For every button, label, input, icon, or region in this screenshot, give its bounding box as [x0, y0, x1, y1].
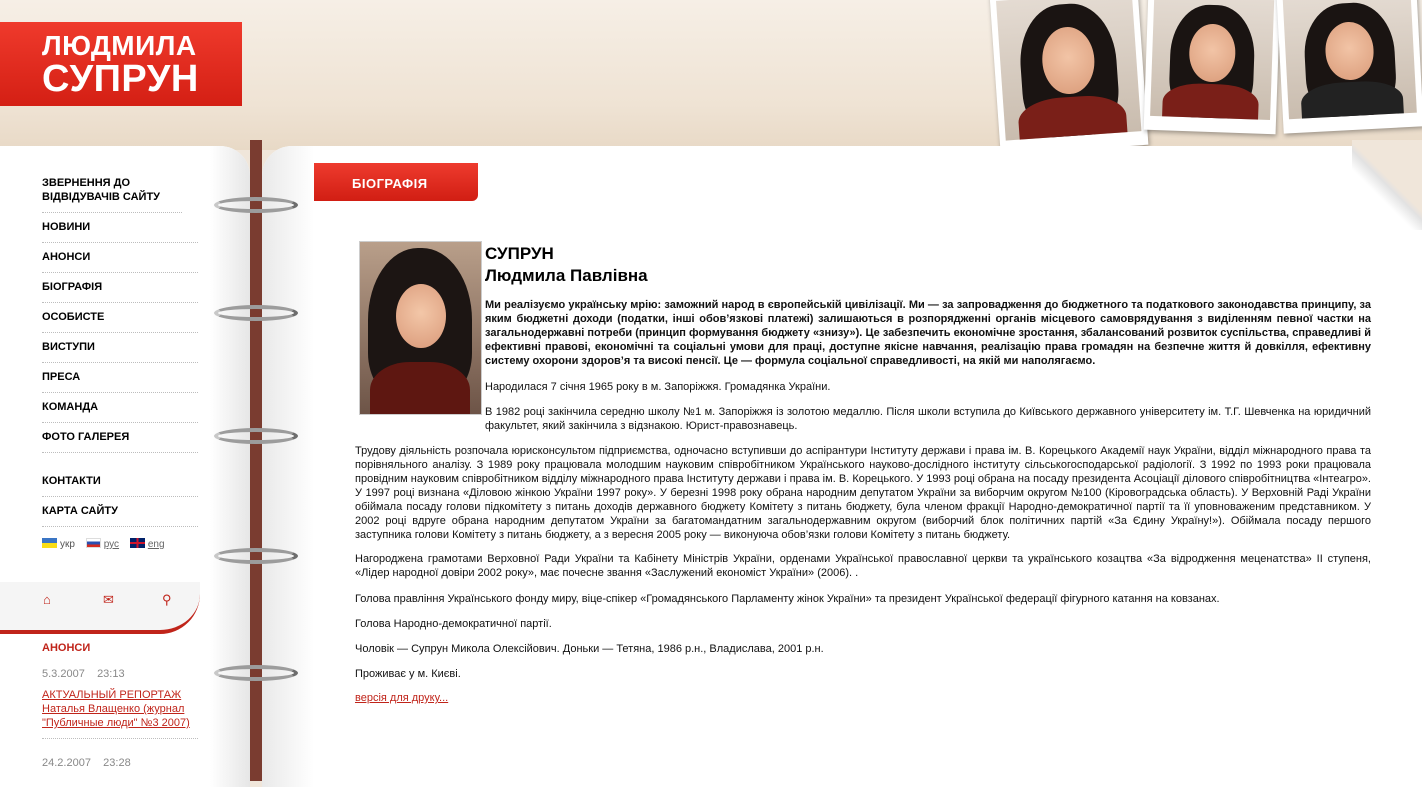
print-version-link[interactable]: версія для друку... — [355, 692, 449, 704]
bio-surname: СУПРУН — [485, 244, 554, 263]
tools-bar — [0, 582, 200, 634]
logo-line-2: СУПРУН — [42, 58, 199, 100]
nav-item-news[interactable]: НОВИНИ — [42, 213, 198, 243]
logo-line-1: ЛЮДМИЛА — [42, 30, 197, 61]
bio-paragraph: В 1982 році закінчила середню школу №1 м. Запоріжжя із золотою медаллю. Після школи вступила до Київського державного університету ім. Т.Г. Шевченка на юридичний факультет, який закінчила з відзнакою. Юрист-правознавець. — [485, 406, 1371, 432]
main-nav — [42, 176, 198, 527]
mail-icon[interactable]: ✉ — [103, 592, 114, 607]
page-curl — [1352, 140, 1422, 230]
section-ribbon — [314, 163, 478, 201]
nav-item-photo-gallery[interactable]: ФОТО ГАЛЕРЕЯ — [42, 423, 198, 453]
binder-ring — [214, 197, 298, 213]
binder-ring — [214, 548, 298, 564]
russia-flag-icon — [86, 538, 101, 548]
header-photo-1 — [990, 0, 1149, 155]
nav-item-sitemap[interactable]: КАРТА САЙТУ — [42, 497, 198, 527]
bio-paragraph: Нагороджена грамотами Верховної Ради України та Кабінету Міністрів України, орденами Української православної церкви та українського козацтва «За відродження меценатства» ІІ ступеня, «Лідер народної довіри 2002 року», має почесне звання «Заслужений економіст України» (2006). . — [355, 553, 1371, 579]
lang-ukr-label: укр — [60, 539, 75, 550]
nav-item-team[interactable]: КОМАНДА — [42, 393, 198, 423]
header-photo-3 — [1276, 0, 1422, 134]
announcements-block — [42, 642, 202, 777]
nav-item-speeches[interactable]: ВИСТУПИ — [42, 333, 198, 363]
section-title: БІОГРАФІЯ — [352, 176, 428, 191]
nav-item-announcements[interactable]: АНОНСИ — [42, 243, 198, 273]
bio-name: Людмила Павлівна — [485, 266, 648, 285]
announcement-date: 5.3.2007 23:13 — [42, 668, 125, 680]
nav-item-press[interactable]: ПРЕСА — [42, 363, 198, 393]
lang-rus-label[interactable]: рус — [103, 539, 120, 550]
language-switcher — [42, 538, 173, 550]
bio-paragraph: Чоловік — Супрун Микола Олексійович. Доньки — Тетяна, 1986 р.н., Владислава, 2001 р.н. — [355, 643, 824, 655]
nav-item-personal[interactable]: ОСОБИСТЕ — [42, 303, 198, 333]
lang-eng[interactable] — [130, 538, 165, 550]
bio-paragraph: Голова правління Українського фонду миру, віце-спікер «Громадянського Парламенту жінок України» та президент Української федерації фігурного катання на ковзанах. — [355, 593, 1220, 605]
nav-item-contacts[interactable]: КОНТАКТИ — [42, 467, 198, 497]
binder-ring — [214, 665, 298, 681]
header-photo-2 — [1144, 0, 1281, 134]
bio-paragraph: Трудову діяльність розпочала юрисконсультом підприємства, одночасно вступивши до аспірантури Інституту держави і права ім. В. Корецького Академії наук України, відділ міжнародного права та порівняльного аналізу. З 1989 року працювала молодшим науковим співробітником Українського науково-дослідного інституту сільськогосподарської радіології. З 1992 по 1993 роки працювала провідним науковим співробітником відділу міжнародного права Інституту держави і права ім. В. Корецького. У 1993 році обрана на посаду президента Асоціації ділового співробітництва «Інтеагро». У 1997 році визнана «Діловою жінкою України 1997 року». У березні 1998 року обрана народним депутатом України за виборчим округом №100 (Кіровоградська область). У Верховній Раді України обіймала посаду голови підкомітету з питань доходів державного бюджету Комітету з питань бюджету, була членом фракції Народно-демократичної партії та її уповноваженим представником. У 2002 році вдруге обрана народним депутатом України за багатомандатним загальнодержавним округом (виборчий блок політичних партій «За Єдину Україну!»). Обіймала посаду першого заступника голови Комітету з питань бюджету, а з вересня 2005 року — виконуюча обов’язки голови Комітету з питань бюджету. — [355, 445, 1371, 541]
binder-ring — [214, 305, 298, 321]
book-spine — [250, 140, 262, 781]
search-icon[interactable]: ⚲ — [162, 592, 172, 607]
portrait-photo — [359, 241, 482, 415]
lang-ukr[interactable] — [42, 538, 75, 550]
announcement-link[interactable]: АКТУАЛЬНЫЙ РЕПОРТАЖ Наталья Влащенко (журнал "Публичные люди" №3 2007) — [42, 689, 190, 729]
bio-paragraph: Проживає у м. Києві. — [355, 668, 461, 680]
uk-flag-icon — [130, 538, 145, 548]
announcement-date: 24.2.2007 23:28 — [42, 757, 131, 769]
lang-rus[interactable] — [86, 538, 119, 550]
bio-lead-paragraph: Ми реалізуємо українську мрію: заможний народ в європейській цивілізації. Ми — за запровадження до бюджетного та податкового законодавства принципу, за яким бюджетні доходи (податки, інші обов’язкові платежі) залишаються в розпорядженні органів місцевого самоврядування з виділенням певної частки на загальнодержавні потреби (принцип формування бюджету «знизу»). Це забезпечить економічне зростання, збалансований розвиток суспільства, справедливі й ефективні правові, економічні та соціальні умови для праці, доступне якісне навчання, реалізацію права громадян на безпечне життя й довкілля, ефективну систему охорони здоров’я та високі пенсії. Це — формула соціальної справедливості, на якій ми наполягаємо. — [485, 299, 1371, 367]
nav-item-biography[interactable]: БІОГРАФІЯ — [42, 273, 198, 303]
binder-ring — [214, 428, 298, 444]
announcements-title: АНОНСИ — [42, 642, 91, 654]
site-logo[interactable] — [0, 22, 242, 106]
home-icon[interactable]: ⌂ — [43, 592, 51, 607]
bio-paragraph: Народилася 7 січня 1965 року в м. Запоріжжя. Громадянка України. — [485, 381, 831, 393]
bio-paragraph: Голова Народно-демократичної партії. — [355, 618, 552, 630]
ukraine-flag-icon — [42, 538, 57, 548]
lang-eng-label[interactable]: eng — [147, 539, 165, 550]
nav-item-appeal[interactable]: ЗВЕРНЕННЯ ДО ВІДВІДУВАЧІВ САЙТУ — [42, 176, 182, 213]
site-header — [0, 0, 1422, 150]
divider — [42, 738, 198, 739]
